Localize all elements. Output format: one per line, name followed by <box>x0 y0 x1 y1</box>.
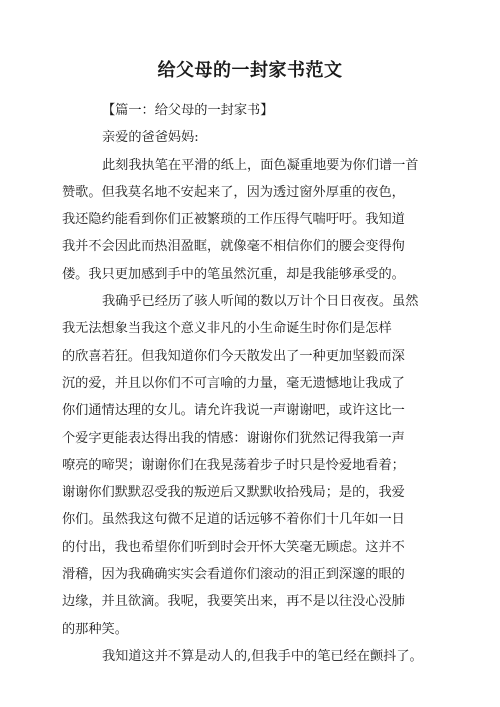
paragraph-line: 偻。我只更加感到手中的笔虽然沉重，却是我能够承受的。 <box>62 266 405 282</box>
document-title: 给父母的一封家书范文 <box>157 60 343 81</box>
paragraph-line: 滑稽，因为我确确实实会看道你们滚动的泪正到深邃的眼的 <box>62 567 405 583</box>
paragraph-line: 谢谢你们默默忍受我的叛逆后又默默收拾残局；是的，我爱 <box>62 485 405 501</box>
salutation: 亲爱的爸爸妈妈: <box>102 130 199 146</box>
paragraph-line: 你们。虽然我这句微不足道的话远够不着你们十几年如一日 <box>62 512 405 528</box>
paragraph-line: 个爱字更能表达得出我的情感：谢谢你们犹然记得我第一声 <box>62 430 405 446</box>
paragraph-line: 赞歌。但我莫名地不安起来了，因为透过窗外厚重的夜色， <box>62 184 405 200</box>
paragraph-3 <box>62 643 438 670</box>
paragraph-line: 我无法想象当我这个意义非凡的小生命诞生时你们是怎样 <box>62 321 392 337</box>
paragraph-line: 边缘，并且欲滴。我呢，我要笑出来，再不是以往没心没肺 <box>62 594 405 610</box>
paragraph-line: 的那种笑。 <box>62 621 128 637</box>
paragraph-line: 此刻我执笔在平滑的纸上，面色凝重地要为你们谱一首 <box>102 157 419 173</box>
paragraph-line: 我并不会因此而热泪盈眶，就像毫不相信你们的腰会变得佝 <box>62 239 405 255</box>
paragraph-line: 我知道这并不算是动人的,但我手中的笔已经在颤抖了。 <box>102 648 423 664</box>
paragraph-line: 我还隐约能看到你们正被繁琐的工作压得气喘吁吁。我知道 <box>62 212 405 228</box>
paragraph-line: 你们通情达理的女儿。请允许我说一声谢谢吧，或许这比一 <box>62 403 405 419</box>
paragraph-1 <box>62 152 438 288</box>
paragraph-line: 嘹亮的啼哭；谢谢你们在我晃荡着步子时只是怜爱地看着； <box>62 457 405 473</box>
paragraph-line: 沉的爱，并且以你们不可言喻的力量，毫无遗憾地让我成了 <box>62 375 405 391</box>
paragraph-line: 的付出，我也希望你们听到时会开怀大笑毫无顾虑。这并不 <box>62 539 405 555</box>
paragraph-line: 的欣喜若狂。但我知道你们今天散发出了一种更加坚毅而深 <box>62 348 405 364</box>
paragraph-line: 我确乎已经历了骇人听闻的数以万计个日日夜夜。虽然 <box>102 294 419 310</box>
paragraph-2 <box>62 288 438 643</box>
section-heading: 【篇一：给父母的一封家书】 <box>102 103 274 118</box>
